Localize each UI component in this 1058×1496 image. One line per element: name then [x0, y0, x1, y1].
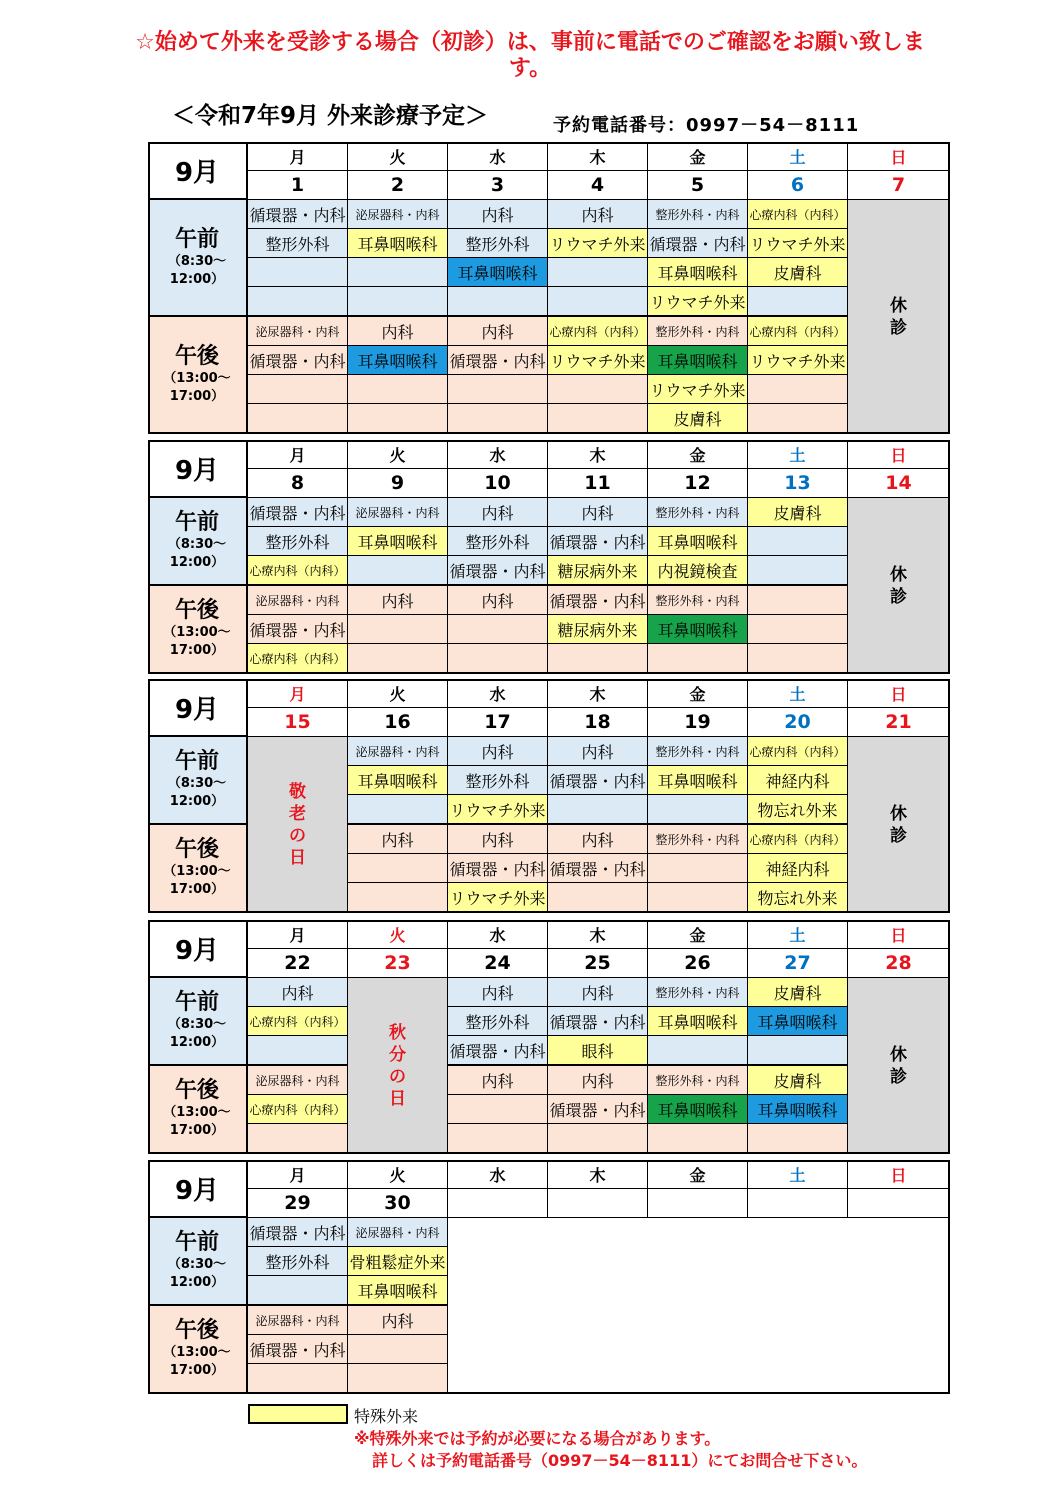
clinic-cell: 耳鼻咽喉科 [348, 1276, 448, 1306]
empty-cell [348, 854, 448, 883]
closed-cell [848, 200, 950, 434]
blank-area [448, 1218, 950, 1394]
clinic-cell: 内科 [448, 498, 548, 527]
empty-cell [248, 1276, 348, 1306]
empty-cell [248, 258, 348, 287]
clinic-cell: 整形外科・内科 [648, 825, 748, 854]
clinic-cell: 循環器・内科 [548, 586, 648, 615]
clinic-cell: 心療内科（内科） [548, 317, 648, 346]
clinic-cell: 耳鼻咽喉科 [648, 527, 748, 556]
clinic-cell: 耳鼻咽喉科 [348, 527, 448, 556]
weekday-name: 土 [748, 920, 848, 949]
clinic-cell: 整形外科・内科 [648, 498, 748, 527]
week-block [148, 920, 950, 1154]
empty-cell [748, 287, 848, 317]
am-time: （8:30～ 12:00） [167, 537, 227, 570]
date-number: 17 [448, 708, 548, 738]
date-number: 10 [448, 469, 548, 499]
clinic-cell: 循環器・内科 [248, 200, 348, 229]
empty-cell [348, 258, 448, 287]
weekday-name: 火 [348, 920, 448, 949]
pm-time: （13:00～ 17:00） [163, 1345, 231, 1378]
am-period-label [148, 737, 248, 825]
clinic-cell: 泌尿器科・内科 [348, 1218, 448, 1247]
date-number: 15 [248, 708, 348, 738]
date-number: 21 [848, 708, 950, 738]
clinic-cell: 耳鼻咽喉科 [648, 615, 748, 644]
empty-cell [548, 404, 648, 434]
clinic-cell: 皮膚科 [648, 404, 748, 434]
date-number: 14 [848, 469, 950, 499]
pm-time: （13:00～ 17:00） [163, 1105, 231, 1138]
pm-period-label [148, 317, 248, 434]
clinic-cell: リウマチ外来 [648, 287, 748, 317]
holiday-cell [348, 978, 448, 1154]
weekday-name: 木 [548, 142, 648, 171]
clinic-cell: 内科 [348, 586, 448, 615]
clinic-cell: リウマチ外来 [548, 346, 648, 375]
date-number [648, 1189, 748, 1219]
clinic-cell: 耳鼻咽喉科 [648, 1007, 748, 1036]
am-period-label [148, 978, 248, 1066]
date-number: 3 [448, 171, 548, 201]
closed-cell [848, 978, 950, 1154]
empty-cell [348, 615, 448, 644]
am-period-label [148, 1218, 248, 1306]
clinic-cell: 骨粗鬆症外来 [348, 1247, 448, 1276]
empty-cell [448, 375, 548, 404]
clinic-cell: 内科 [548, 1066, 648, 1095]
weekday-name: 土 [748, 142, 848, 171]
empty-cell [648, 644, 748, 674]
empty-cell [348, 795, 448, 825]
empty-cell [748, 375, 848, 404]
clinic-cell: 心療内科（内科） [748, 200, 848, 229]
clinic-cell: 整形外科 [448, 229, 548, 258]
pm-label: 午後 [174, 1318, 219, 1343]
clinic-cell: 泌尿器科・内科 [248, 1306, 348, 1335]
am-time: （8:30～ 12:00） [167, 1257, 227, 1290]
notice-text: ☆始めて外来を受診する場合（初診）は、事前に電話でのご確認をお願い致します。 [135, 30, 925, 81]
month-label: 9月 [148, 440, 248, 498]
am-time: （8:30～ 12:00） [167, 1017, 227, 1050]
date-number: 22 [248, 949, 348, 979]
empty-cell [748, 404, 848, 434]
clinic-cell: 心療内科（内科） [248, 1007, 348, 1036]
empty-cell [648, 1124, 748, 1154]
weekday-name: 金 [648, 679, 748, 708]
date-number: 13 [748, 469, 848, 499]
page-title: ＜令和7年9月 外来診療予定＞ [172, 103, 489, 129]
clinic-cell: 循環器・内科 [448, 1036, 548, 1066]
clinic-cell: 糖尿病外来 [548, 615, 648, 644]
empty-cell [548, 795, 648, 825]
empty-cell [548, 1124, 648, 1154]
empty-cell [448, 1095, 548, 1124]
pm-time: （13:00～ 17:00） [163, 864, 231, 897]
clinic-cell: 内科 [548, 200, 648, 229]
clinic-cell: 内科 [548, 978, 648, 1007]
clinic-cell: 心療内科（内科） [248, 644, 348, 674]
clinic-cell: 整形外科 [248, 229, 348, 258]
empty-cell [448, 287, 548, 317]
clinic-cell: 整形外科・内科 [648, 200, 748, 229]
am-time: （8:30～ 12:00） [167, 776, 227, 809]
empty-cell [248, 375, 348, 404]
empty-cell [348, 287, 448, 317]
date-number: 20 [748, 708, 848, 738]
warning-line-2: 詳しくは予約電話番号（0997－54－8111）にてお問合せ下さい。 [372, 1451, 868, 1470]
date-number: 25 [548, 949, 648, 979]
clinic-cell: 循環器・内科 [248, 498, 348, 527]
empty-cell [248, 1036, 348, 1066]
closed-char: 休 [890, 564, 907, 585]
pm-label: 午後 [174, 1078, 219, 1103]
clinic-cell: 泌尿器科・内科 [248, 586, 348, 615]
date-number [848, 1189, 950, 1219]
clinic-cell: 耳鼻咽喉科 [648, 346, 748, 375]
empty-cell [448, 615, 548, 644]
clinic-cell: 耳鼻咽喉科 [348, 346, 448, 375]
clinic-cell: 内科 [348, 825, 448, 854]
empty-cell [348, 375, 448, 404]
date-number: 29 [248, 1189, 348, 1219]
weekday-name: 火 [348, 142, 448, 171]
clinic-cell: 泌尿器科・内科 [248, 1066, 348, 1095]
empty-cell [248, 404, 348, 434]
legend-swatch [248, 1404, 348, 1424]
date-number: 11 [548, 469, 648, 499]
clinic-cell: 糖尿病外来 [548, 556, 648, 586]
closed-char: 休 [890, 803, 907, 824]
clinic-cell: 整形外科・内科 [648, 1066, 748, 1095]
clinic-cell: 心療内科（内科） [248, 1095, 348, 1124]
clinic-cell: 内科 [348, 317, 448, 346]
weekday-name: 日 [848, 1160, 950, 1189]
clinic-cell: 心療内科（内科） [748, 737, 848, 766]
am-label: 午前 [174, 990, 219, 1015]
clinic-cell: 耳鼻咽喉科 [648, 258, 748, 287]
empty-cell [248, 287, 348, 317]
clinic-cell: 物忘れ外来 [748, 883, 848, 913]
clinic-cell: 循環器・内科 [548, 1007, 648, 1036]
weekday-name: 土 [748, 679, 848, 708]
pm-label: 午後 [174, 343, 219, 369]
holiday-char: 敬 [289, 781, 306, 802]
date-number: 27 [748, 949, 848, 979]
month-label: 9月 [148, 1160, 248, 1218]
clinic-cell: 眼科 [548, 1036, 648, 1066]
clinic-cell: 整形外科・内科 [648, 586, 748, 615]
closed-char: 診 [890, 586, 907, 607]
clinic-cell: 整形外科 [248, 1247, 348, 1276]
clinic-cell: 心療内科（内科） [748, 317, 848, 346]
date-number: 2 [348, 171, 448, 201]
holiday-char: 秋 [389, 1022, 406, 1043]
clinic-cell: 内科 [548, 498, 648, 527]
clinic-cell: 内科 [448, 586, 548, 615]
clinic-cell: 循環器・内科 [548, 1095, 648, 1124]
weekday-name: 日 [848, 679, 950, 708]
am-period-label [148, 498, 248, 586]
date-number: 8 [248, 469, 348, 499]
empty-cell [748, 644, 848, 674]
clinic-cell: リウマチ外来 [448, 883, 548, 913]
weekday-name: 金 [648, 142, 748, 171]
warning-line-1: ※特殊外来では予約が必要になる場合があります。 [354, 1429, 721, 1448]
closed-char: 診 [890, 317, 907, 338]
weekday-name: 日 [848, 142, 950, 171]
holiday-char: の [389, 1066, 406, 1087]
clinic-cell: 耳鼻咽喉科 [648, 1095, 748, 1124]
clinic-cell: 循環器・内科 [248, 1335, 348, 1364]
holiday-char: の [289, 825, 306, 846]
empty-cell [348, 883, 448, 913]
clinic-cell: リウマチ外来 [548, 229, 648, 258]
week-block [148, 679, 950, 913]
weekday-name: 土 [748, 440, 848, 469]
holiday-cell [248, 737, 348, 913]
weekday-name: 木 [548, 920, 648, 949]
empty-cell [248, 1124, 348, 1154]
date-number [548, 1189, 648, 1219]
pm-label: 午後 [174, 598, 219, 623]
holiday-char: 分 [389, 1044, 406, 1065]
clinic-cell: 整形外科 [448, 527, 548, 556]
date-number: 19 [648, 708, 748, 738]
pm-period-label [148, 1066, 248, 1154]
closed-cell [848, 498, 950, 674]
empty-cell [348, 1335, 448, 1364]
month-label: 9月 [148, 142, 248, 200]
phone-number: 予約電話番号：0997－54－8111 [553, 115, 860, 136]
clinic-cell: リウマチ外来 [748, 229, 848, 258]
weekday-name: 月 [248, 920, 348, 949]
empty-cell [448, 644, 548, 674]
clinic-cell: 循環器・内科 [548, 766, 648, 795]
empty-cell [648, 795, 748, 825]
clinic-cell: 神経内科 [748, 854, 848, 883]
clinic-cell: 循環器・内科 [448, 854, 548, 883]
clinic-cell: 内科 [448, 978, 548, 1007]
empty-cell [648, 854, 748, 883]
weekday-name: 木 [548, 1160, 648, 1189]
closed-cell [848, 737, 950, 913]
clinic-cell: 整形外科 [448, 1007, 548, 1036]
week-block [148, 142, 950, 434]
pm-time: （13:00～ 17:00） [163, 370, 231, 404]
empty-cell [648, 883, 748, 913]
clinic-cell: 耳鼻咽喉科 [748, 1095, 848, 1124]
date-number [748, 1189, 848, 1219]
weekday-name: 水 [448, 142, 548, 171]
clinic-cell: 皮膚科 [748, 258, 848, 287]
weekday-name: 月 [248, 1160, 348, 1189]
am-time: （8:30～ 12:00） [167, 253, 227, 287]
clinic-cell: 耳鼻咽喉科 [748, 1007, 848, 1036]
empty-cell [348, 644, 448, 674]
clinic-cell: 耳鼻咽喉科 [648, 766, 748, 795]
clinic-cell: 整形外科 [448, 766, 548, 795]
clinic-cell: 循環器・内科 [548, 854, 648, 883]
clinic-cell: 整形外科・内科 [648, 737, 748, 766]
weekday-name: 水 [448, 440, 548, 469]
month-label: 9月 [148, 679, 248, 737]
clinic-cell: 耳鼻咽喉科 [348, 766, 448, 795]
clinic-cell: 内科 [248, 978, 348, 1007]
empty-cell [348, 404, 448, 434]
weekday-name: 火 [348, 1160, 448, 1189]
closed-char: 休 [890, 1044, 907, 1065]
clinic-cell: 心療内科（内科） [748, 825, 848, 854]
clinic-cell: 循環器・内科 [448, 346, 548, 375]
clinic-cell: 内視鏡検査 [648, 556, 748, 586]
weekday-name: 金 [648, 920, 748, 949]
pm-period-label [148, 586, 248, 674]
month-label: 9月 [148, 920, 248, 978]
holiday-char: 日 [389, 1088, 406, 1109]
empty-cell [548, 883, 648, 913]
clinic-cell: 神経内科 [748, 766, 848, 795]
date-number: 18 [548, 708, 648, 738]
weekday-name: 水 [448, 679, 548, 708]
clinic-cell: 循環器・内科 [248, 1218, 348, 1247]
clinic-cell: 内科 [548, 737, 648, 766]
date-number: 24 [448, 949, 548, 979]
date-number: 12 [648, 469, 748, 499]
empty-cell [348, 556, 448, 586]
weekday-name: 木 [548, 440, 648, 469]
empty-cell [548, 287, 648, 317]
clinic-cell: リウマチ外来 [448, 795, 548, 825]
weekday-name: 水 [448, 1160, 548, 1189]
am-label: 午前 [174, 1230, 219, 1255]
weekday-name: 土 [748, 1160, 848, 1189]
clinic-cell: 循環器・内科 [548, 527, 648, 556]
am-label: 午前 [174, 749, 219, 774]
legend-label: 特殊外来 [354, 1407, 419, 1426]
clinic-cell: 泌尿器科・内科 [348, 498, 448, 527]
empty-cell [748, 1036, 848, 1066]
empty-cell [348, 1364, 448, 1394]
empty-cell [448, 1124, 548, 1154]
clinic-cell: 皮膚科 [748, 498, 848, 527]
clinic-cell: 心療内科（内科） [248, 556, 348, 586]
pm-period-label [148, 825, 248, 913]
empty-cell [748, 527, 848, 556]
clinic-cell: 耳鼻咽喉科 [348, 229, 448, 258]
holiday-char: 日 [289, 847, 306, 868]
date-number [448, 1189, 548, 1219]
empty-cell [548, 644, 648, 674]
clinic-cell: 循環器・内科 [648, 229, 748, 258]
weekday-name: 火 [348, 440, 448, 469]
empty-cell [748, 615, 848, 644]
empty-cell [748, 586, 848, 615]
date-number: 1 [248, 171, 348, 201]
closed-char: 診 [890, 825, 907, 846]
am-label: 午前 [174, 226, 219, 252]
clinic-cell: 物忘れ外来 [748, 795, 848, 825]
date-number: 5 [648, 171, 748, 201]
date-number: 16 [348, 708, 448, 738]
week-block [148, 440, 950, 674]
clinic-cell: 循環器・内科 [448, 556, 548, 586]
clinic-cell: 内科 [448, 1066, 548, 1095]
date-number: 23 [348, 949, 448, 979]
clinic-cell: 循環器・内科 [248, 346, 348, 375]
weekday-name: 水 [448, 920, 548, 949]
closed-char: 診 [890, 1066, 907, 1087]
date-number: 26 [648, 949, 748, 979]
date-number: 7 [848, 171, 950, 201]
weekday-name: 金 [648, 440, 748, 469]
pm-label: 午後 [174, 837, 219, 862]
clinic-cell: 整形外科・内科 [648, 978, 748, 1007]
date-number: 6 [748, 171, 848, 201]
clinic-cell: リウマチ外来 [748, 346, 848, 375]
weekday-name: 金 [648, 1160, 748, 1189]
pm-period-label [148, 1306, 248, 1394]
empty-cell [748, 556, 848, 586]
clinic-cell: 整形外科 [248, 527, 348, 556]
weekday-name: 木 [548, 679, 648, 708]
weekday-name: 月 [248, 440, 348, 469]
empty-cell [648, 1036, 748, 1066]
pm-time: （13:00～ 17:00） [163, 625, 231, 658]
week-block [148, 1160, 950, 1394]
clinic-cell: 内科 [448, 825, 548, 854]
date-number: 9 [348, 469, 448, 499]
clinic-cell: 泌尿器科・内科 [348, 737, 448, 766]
clinic-cell: 泌尿器科・内科 [248, 317, 348, 346]
clinic-cell: 内科 [448, 200, 548, 229]
empty-cell [248, 1364, 348, 1394]
clinic-cell: 内科 [448, 317, 548, 346]
clinic-cell: 循環器・内科 [248, 615, 348, 644]
closed-char: 休 [890, 295, 907, 316]
clinic-cell: 泌尿器科・内科 [348, 200, 448, 229]
clinic-cell: 内科 [448, 737, 548, 766]
clinic-cell: 皮膚科 [748, 1066, 848, 1095]
weekday-name: 日 [848, 920, 950, 949]
am-label: 午前 [174, 510, 219, 535]
clinic-cell: 内科 [348, 1306, 448, 1335]
clinic-cell: 耳鼻咽喉科 [448, 258, 548, 287]
date-number: 30 [348, 1189, 448, 1219]
empty-cell [548, 258, 648, 287]
clinic-cell: 皮膚科 [748, 978, 848, 1007]
holiday-char: 老 [289, 803, 306, 824]
weekday-name: 火 [348, 679, 448, 708]
clinic-cell: リウマチ外来 [648, 375, 748, 404]
empty-cell [748, 1124, 848, 1154]
empty-cell [548, 375, 648, 404]
empty-cell [448, 404, 548, 434]
am-period-label [148, 200, 248, 317]
clinic-cell: 内科 [548, 825, 648, 854]
clinic-cell: 整形外科・内科 [648, 317, 748, 346]
date-number: 4 [548, 171, 648, 201]
date-number: 28 [848, 949, 950, 979]
weekday-name: 日 [848, 440, 950, 469]
weekday-name: 月 [248, 679, 348, 708]
weekday-name: 月 [248, 142, 348, 171]
